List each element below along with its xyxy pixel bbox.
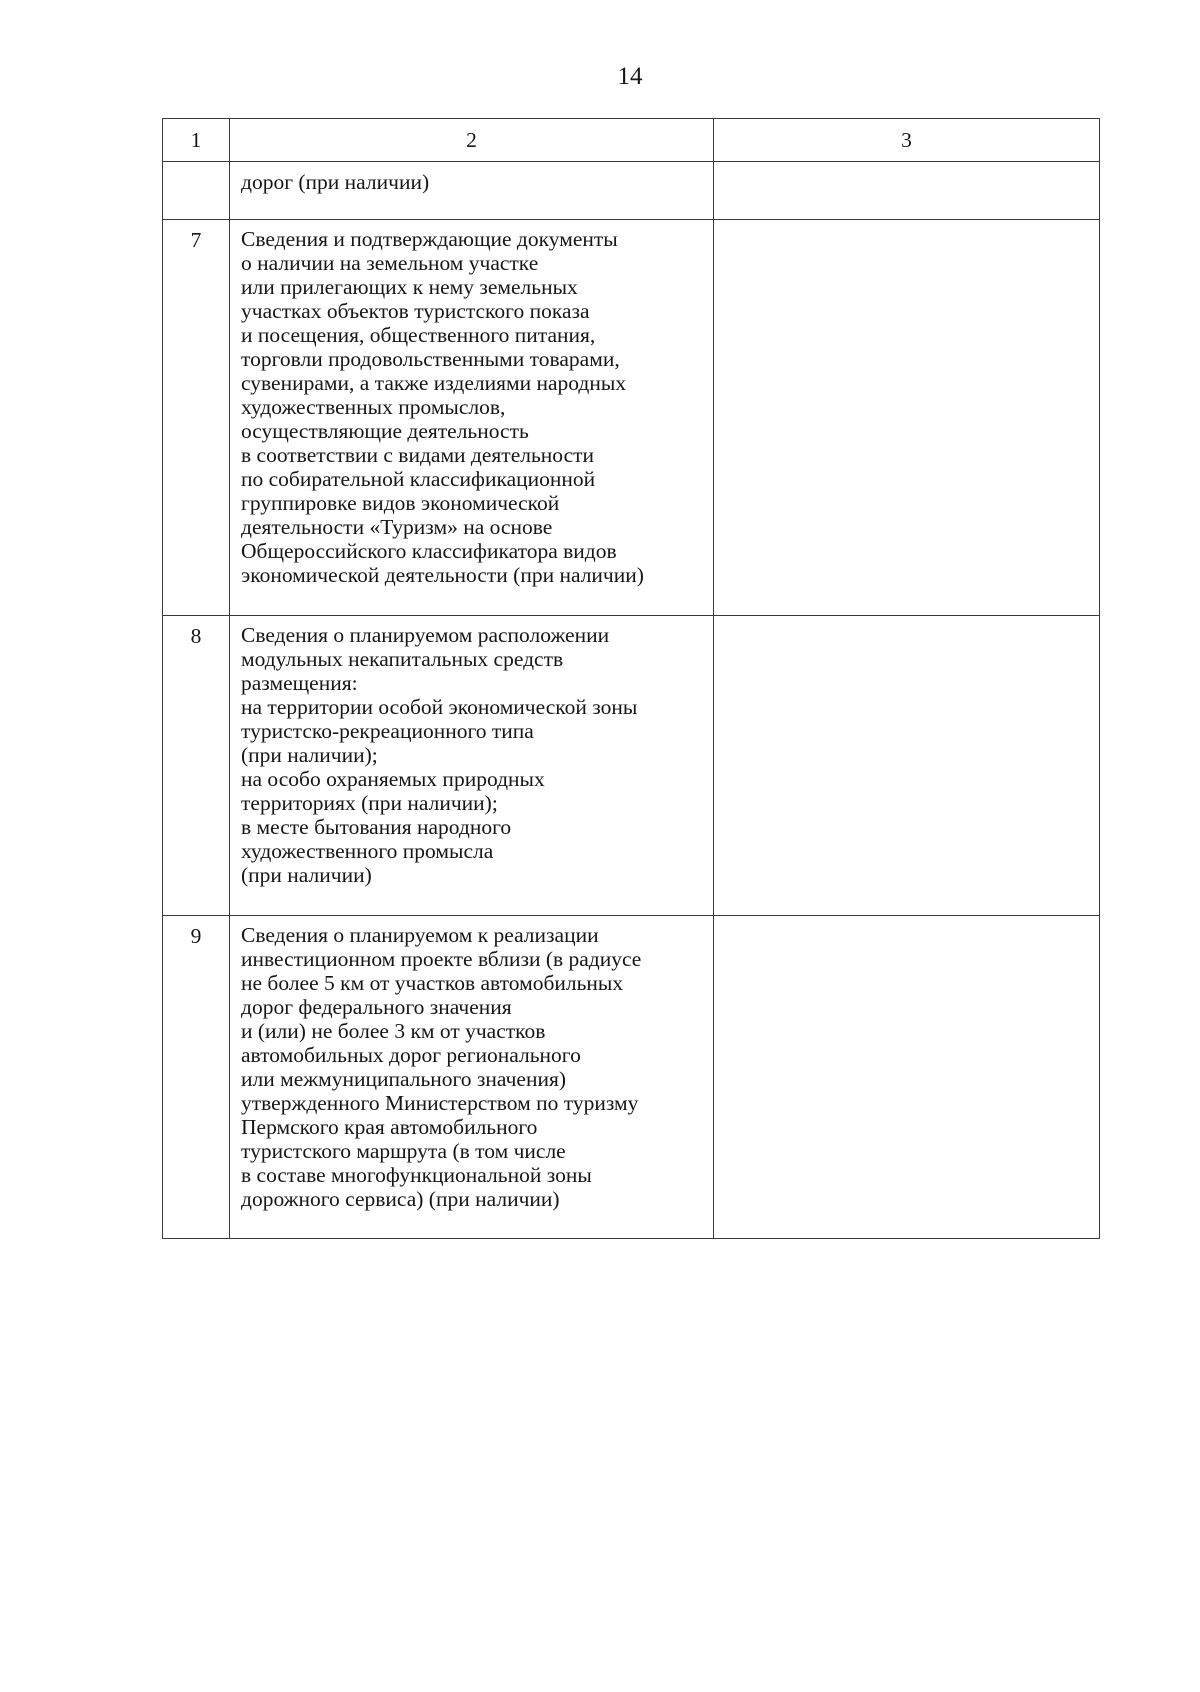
text-line: группировке видов экономической xyxy=(241,491,560,515)
row-value xyxy=(714,162,1100,220)
text-line: и посещения, общественного питания, xyxy=(241,323,596,347)
text-line: (при наличии) xyxy=(241,863,372,887)
text-line: туристского маршрута (в том числе xyxy=(241,1139,566,1163)
text-line: в составе многофункциональной зоны xyxy=(241,1163,592,1187)
row-number: 8 xyxy=(163,616,230,916)
text-line: туристско-рекреационного типа xyxy=(241,719,534,743)
row-number xyxy=(163,162,230,220)
row-value xyxy=(714,916,1100,1239)
text-line: дорожного сервиса) (при наличии) xyxy=(241,1187,560,1211)
text-line: инвестиционном проекте вблизи (в радиусе xyxy=(241,947,642,971)
text-line: дорог федерального значения xyxy=(241,995,512,1019)
header-cell-2: 2 xyxy=(230,119,714,162)
text-line: о наличии на земельном участке xyxy=(241,251,539,275)
row-description xyxy=(230,162,714,220)
page-number: 14 xyxy=(617,63,643,90)
row-description xyxy=(230,616,714,916)
text-line: дорог (при наличии) xyxy=(241,170,430,194)
text-line: деятельности «Туризм» на основе xyxy=(241,515,553,539)
text-line: Сведения о планируемом к реализации xyxy=(241,923,599,947)
text-line: модульных некапитальных средств xyxy=(241,647,564,671)
row-description xyxy=(230,220,714,616)
header-cell-3: 3 xyxy=(714,119,1100,162)
table-row-9 xyxy=(163,916,1100,1239)
text-line: территориях (при наличии); xyxy=(241,791,498,815)
text-line: в соответствии с видами деятельности xyxy=(241,443,595,467)
text-line: участках объектов туристского показа xyxy=(241,299,590,323)
table-row-continuation xyxy=(163,162,1100,220)
text-line: Сведения и подтверждающие документы xyxy=(241,227,618,251)
row-number: 9 xyxy=(163,916,230,1239)
table-row-7 xyxy=(163,220,1100,616)
text-line: экономической деятельности (при наличии) xyxy=(241,563,644,587)
row-number: 7 xyxy=(163,220,230,616)
text-line: торговли продовольственными товарами, xyxy=(241,347,620,371)
text-line: на территории особой экономической зоны xyxy=(241,695,638,719)
text-line: или прилегающих к нему земельных xyxy=(241,275,578,299)
requirements-table xyxy=(162,118,1100,1239)
text-line: размещения: xyxy=(241,671,358,695)
text-line: сувенирами, а также изделиями народных xyxy=(241,371,627,395)
text-line: и (или) не более 3 км от участков xyxy=(241,1019,546,1043)
text-line: Сведения о планируемом расположении xyxy=(241,623,610,647)
text-line: утвержденного Министерством по туризму xyxy=(241,1091,639,1115)
text-line: Общероссийского классификатора видов xyxy=(241,539,617,563)
row-value xyxy=(714,616,1100,916)
text-line: художественного промысла xyxy=(241,839,494,863)
text-line: в месте бытования народного xyxy=(241,815,512,839)
text-line: осуществляющие деятельность xyxy=(241,419,529,443)
text-line: по собирательной классификационной xyxy=(241,467,596,491)
table-header-row xyxy=(163,119,1100,162)
row-value xyxy=(714,220,1100,616)
text-line: автомобильных дорог регионального xyxy=(241,1043,581,1067)
table-row-8 xyxy=(163,616,1100,916)
header-cell-1: 1 xyxy=(163,119,230,162)
row-description xyxy=(230,916,714,1239)
text-line: художественных промыслов, xyxy=(241,395,506,419)
text-line: не более 5 км от участков автомобильных xyxy=(241,971,624,995)
text-line: или межмуниципального значения) xyxy=(241,1067,567,1091)
text-line: Пермского края автомобильного xyxy=(241,1115,538,1139)
text-line: (при наличии); xyxy=(241,743,378,767)
text-line: на особо охраняемых природных xyxy=(241,767,545,791)
